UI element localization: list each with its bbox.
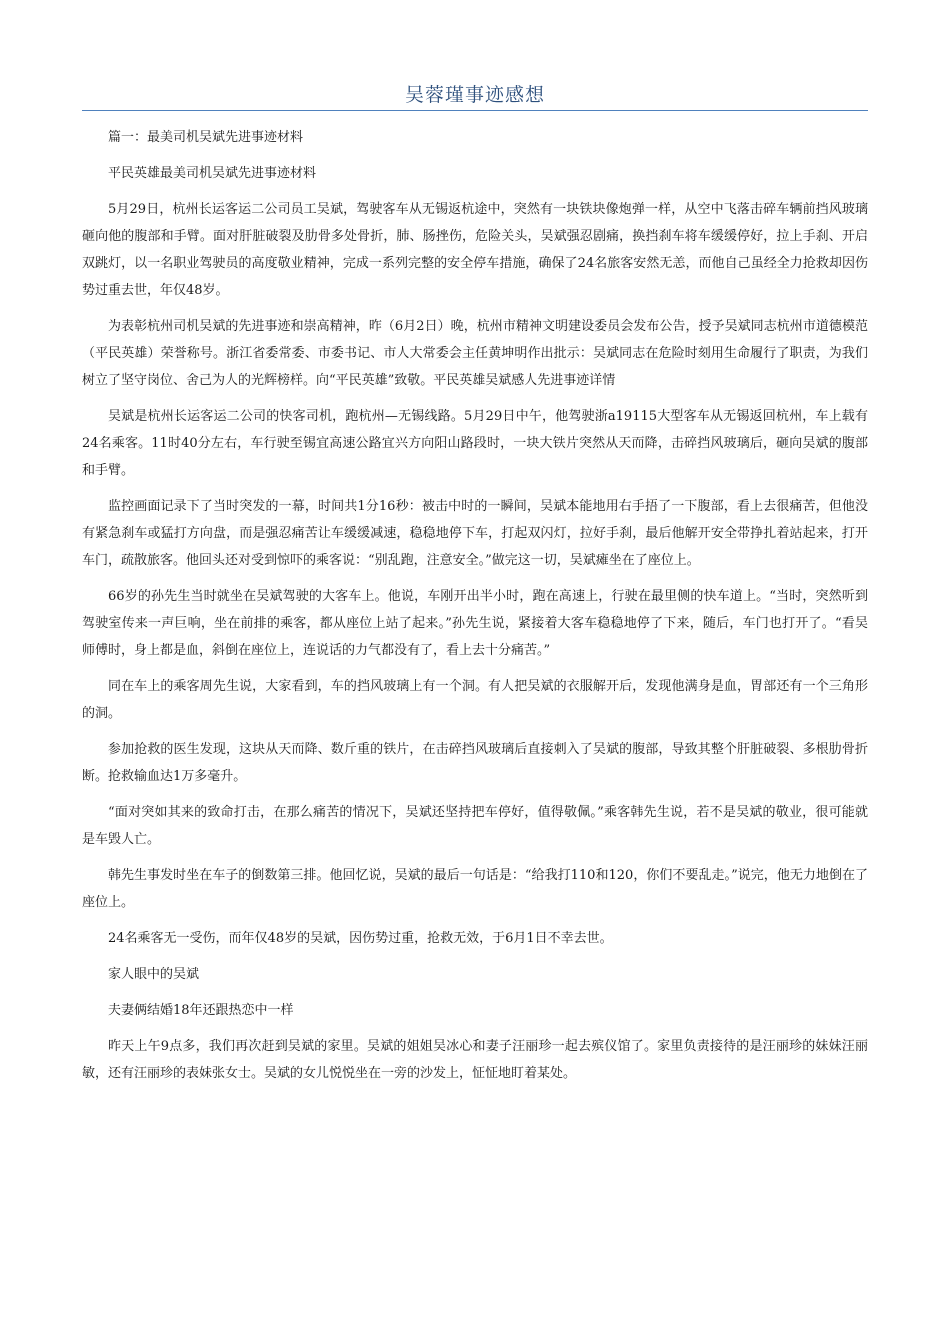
paragraph: 66岁的孙先生当时就坐在吴斌驾驶的大客车上。他说，车刚开出半小时，跑在高速上，行驶在最里侧的快车道上。“当时，突然听到驾驶室传来一声巨响，坐在前排的乘客，都从座位上站了起来。”孙先生说，紧接着大客车稳稳地停了下来，随后，车门也打开了。“看吴师傅时，身上都是血，斜倒在座位上，连说话的力气都没有了，看上去十分痛苦。” bbox=[82, 589, 868, 658]
paragraph: 韩先生事发时坐在车子的倒数第三排。他回忆说，吴斌的最后一句话是：“给我打110和120，你们不要乱走。”说完，他无力地倒在了座位上。 bbox=[82, 868, 868, 910]
paragraph: 昨天上午9点多，我们再次赶到吴斌的家里。吴斌的姐姐吴冰心和妻子汪丽珍一起去殡仪馆了。家里负责接待的是汪丽珍的妹妹汪丽敏，还有汪丽珍的表妹张女士。吴斌的女儿悦悦坐在一旁的沙发上，怔怔地盯着某处。 bbox=[82, 1039, 868, 1081]
document-body bbox=[82, 124, 868, 1096]
paragraph: “面对突如其来的致命打击，在那么痛苦的情况下，吴斌还坚持把车停好，值得敬佩。”乘客韩先生说，若不是吴斌的敬业，很可能就是车毁人亡。 bbox=[82, 805, 868, 847]
document-title: 吴蓉瑾事迹感想 bbox=[404, 84, 545, 106]
paragraph: 同在车上的乘客周先生说，大家看到，车的挡风玻璃上有一个洞。有人把吴斌的衣服解开后，发现他满身是血，胃部还有一个三角形的洞。 bbox=[82, 679, 868, 721]
subsection-heading: 家人眼中的吴斌 bbox=[108, 967, 200, 982]
paragraph: 24名乘客无一受伤，而年仅48岁的吴斌，因伤势过重，抢救无效，于6月1日不幸去世。 bbox=[108, 931, 613, 946]
paragraph: 为表彰杭州司机吴斌的先进事迹和崇高精神，昨（6月2日）晚，杭州市精神文明建设委员会发布公告，授予吴斌同志杭州市道德模范（平民英雄）荣誉称号。浙江省委常委、市委书记、市人大常委会主任黄坤明作出批示：吴斌同志在危险时刻用生命履行了职责，为我们树立了坚守岗位、舍己为人的光辉榜样。向“平民英雄”致敬。平民英雄吴斌感人先进事迹详情 bbox=[82, 319, 868, 388]
paragraph: 5月29日，杭州长运客运二公司员工吴斌，驾驶客车从无锡返杭途中，突然有一块铁块像炮弹一样，从空中飞落击碎车辆前挡风玻璃砸向他的腹部和手臂。面对肝脏破裂及肋骨多处骨折，肺、肠挫伤，危险关头，吴斌强忍剧痛，换挡刹车将车缓缓停好，拉上手刹、开启双跳灯，以一名职业驾驶员的高度敬业精神，完成一系列完整的安全停车措施，确保了24名旅客安然无恙，而他自己虽经全力抢救却因伤势过重去世，年仅48岁。 bbox=[82, 202, 868, 298]
paragraph: 吴斌是杭州长运客运二公司的快客司机，跑杭州—无锡线路。5月29日中午，他驾驶浙a19115大型客车从无锡返回杭州，车上载有24名乘客。11时40分左右，车行驶至锡宜高速公路宜兴方向阳山路段时，一块大铁片突然从天而降，击碎挡风玻璃后，砸向吴斌的腹部和手臂。 bbox=[82, 409, 868, 478]
section-heading: 篇一：最美司机吴斌先进事迹材料 bbox=[108, 130, 304, 145]
subsection-subheading: 夫妻俩结婚18年还跟热恋中一样 bbox=[108, 1003, 294, 1018]
paragraph: 监控画面记录下了当时突发的一幕，时间共1分16秒：被击中时的一瞬间，吴斌本能地用右手捂了一下腹部，看上去很痛苦，但他没有紧急刹车或猛打方向盘，而是强忍痛苦让车缓缓减速，稳稳地停下车，打起双闪灯，拉好手刹，最后他解开安全带挣扎着站起来，打开车门，疏散旅客。他回头还对受到惊吓的乘客说：“别乱跑，注意安全。”做完这一切，吴斌瘫坐在了座位上。 bbox=[82, 499, 868, 568]
article-heading: 平民英雄最美司机吴斌先进事迹材料 bbox=[108, 166, 317, 181]
paragraph: 参加抢救的医生发现，这块从天而降、数斤重的铁片，在击碎挡风玻璃后直接刺入了吴斌的腹部，导致其整个肝脏破裂、多根肋骨折断。抢救输血达1万多毫升。 bbox=[82, 742, 868, 784]
title-underline bbox=[82, 110, 868, 111]
